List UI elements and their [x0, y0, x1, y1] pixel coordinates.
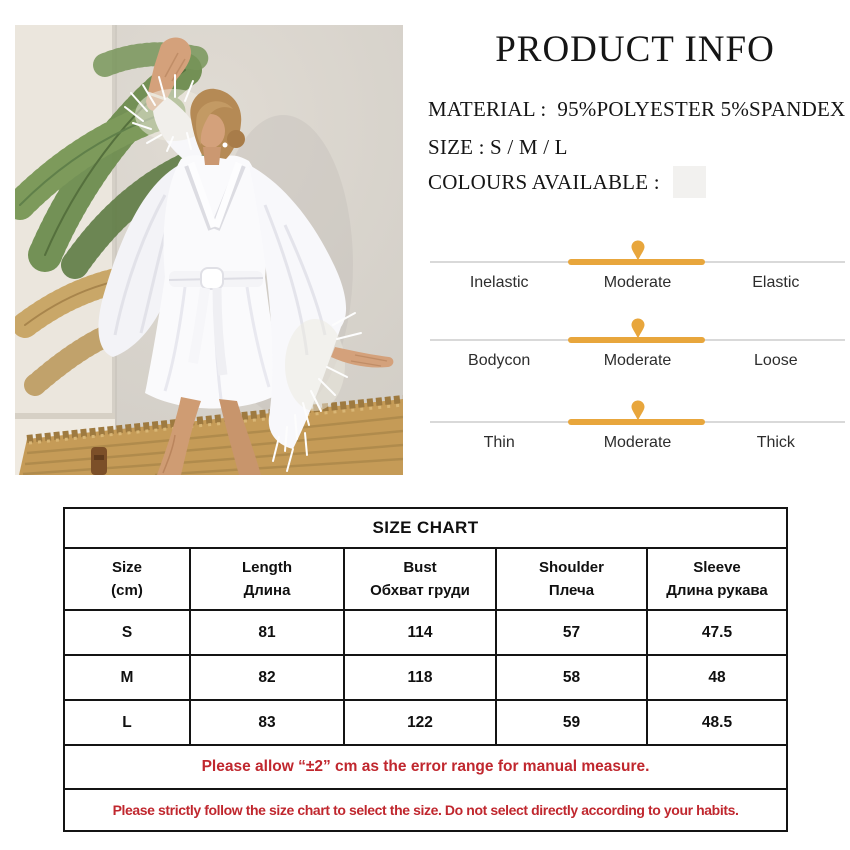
cell-length: 82 — [190, 655, 344, 700]
label-loose: Loose — [754, 352, 798, 369]
size-line: SIZE : S / M / L — [428, 135, 568, 159]
slider-labels — [430, 352, 845, 370]
material-label: MATERIAL : — [428, 97, 547, 121]
cell-sleeve: 48.5 — [647, 700, 787, 745]
col-header-sleeve: Sleeve Длина рукава — [647, 548, 787, 610]
label-elastic: Elastic — [752, 274, 800, 291]
slider-pin-icon — [631, 318, 644, 339]
table-row-l — [64, 700, 787, 745]
size-chart-table — [63, 507, 788, 832]
cell-bust: 118 — [344, 655, 496, 700]
label-thick: Thick — [756, 434, 795, 451]
cell-length: 83 — [190, 700, 344, 745]
material-line — [428, 97, 845, 122]
page-title: PRODUCT INFO — [495, 29, 775, 70]
slider-active-segment — [568, 419, 705, 425]
slider-pin-icon — [631, 240, 644, 261]
size-advice-note: Please strictly follow the size chart to select the size. Do not select directly according to your habits. — [64, 789, 787, 831]
bench-leg — [91, 447, 107, 475]
label-moderate: Moderate — [603, 352, 672, 369]
size-chart-title: SIZE CHART — [64, 508, 787, 548]
col-header-shoulder: Shoulder Плеча — [496, 548, 647, 610]
earring — [223, 143, 228, 148]
label-moderate: Moderate — [603, 434, 672, 451]
slider-track — [430, 339, 845, 341]
slider-labels — [430, 434, 845, 452]
colours-line — [428, 166, 706, 198]
material-value: 95%POLYESTER 5%SPANDEX — [557, 97, 846, 121]
cell-length: 81 — [190, 610, 344, 655]
cell-shoulder: 59 — [496, 700, 647, 745]
label-thin: Thin — [483, 434, 515, 451]
table-row-m — [64, 655, 787, 700]
cell-shoulder: 58 — [496, 655, 647, 700]
table-row-s — [64, 610, 787, 655]
label-bodycon: Bodycon — [468, 352, 531, 369]
label-inelastic: Inelastic — [469, 274, 529, 291]
hair-bun — [227, 130, 245, 148]
thickness-slider — [430, 400, 845, 456]
label-moderate: Moderate — [603, 274, 672, 291]
colour-swatch-white — [673, 166, 706, 198]
colours-label: COLOURS AVAILABLE : — [428, 169, 660, 194]
elasticity-slider — [430, 240, 845, 296]
slider-track — [430, 261, 845, 263]
slider-active-segment — [568, 259, 705, 265]
size-chart-header-row — [64, 548, 787, 610]
product-photo — [15, 25, 403, 475]
cell-size: S — [64, 610, 190, 655]
col-header-length: Length Длина — [190, 548, 344, 610]
cell-bust: 114 — [344, 610, 496, 655]
product-photo-illustration — [15, 25, 403, 475]
measure-error-note-row — [64, 745, 787, 789]
cell-bust: 122 — [344, 700, 496, 745]
slider-active-segment — [568, 337, 705, 343]
col-header-bust: Bust Обхват груди — [344, 548, 496, 610]
measure-error-note: Please allow “±2” cm as the error range for manual measure. — [64, 745, 787, 789]
slider-pin-icon — [631, 400, 644, 421]
slider-labels — [430, 274, 845, 292]
fit-slider — [430, 318, 845, 374]
col-header-size: Size (cm) — [64, 548, 190, 610]
size-advice-note-row — [64, 789, 787, 831]
cell-sleeve: 47.5 — [647, 610, 787, 655]
cell-size: M — [64, 655, 190, 700]
cell-shoulder: 57 — [496, 610, 647, 655]
cell-size: L — [64, 700, 190, 745]
cell-sleeve: 48 — [647, 655, 787, 700]
slider-track — [430, 421, 845, 423]
size-chart-title-row — [64, 508, 787, 548]
